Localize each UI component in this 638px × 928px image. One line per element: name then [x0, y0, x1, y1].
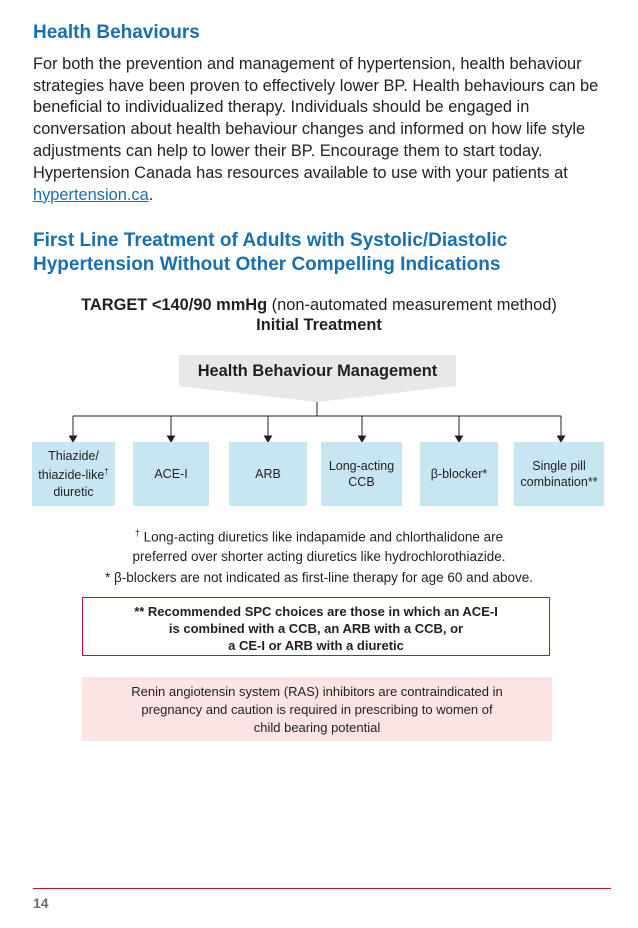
resources-paragraph: [33, 163, 618, 206]
ras-line1: Renin angiotensin system (RAS) inhibitors are contraindicated in: [131, 684, 503, 699]
treatment-box-ccb: [321, 442, 402, 506]
treatment-box-thiazide: [32, 442, 115, 506]
footer-rule: [33, 888, 611, 889]
resources-text: Hypertension Canada has resources available to use with your patients at: [33, 164, 568, 182]
section-heading-first-line: [33, 229, 507, 277]
ras-warning-box: [82, 677, 552, 741]
thiazide-line3: diuretic: [53, 484, 94, 499]
single-pill-line1: Single pill: [532, 459, 586, 473]
dagger-note-line1: Long-acting diuretics like indapamide and chlorthalidone are: [143, 529, 504, 545]
management-label: Health Behaviour Management: [197, 362, 438, 380]
health-behaviours-paragraph: For both the prevention and management of hypertension, health behaviour strategies have been proven to effectively lower BP. Health behaviours can be beneficial to individualized therapy. Individuals should be engaged in conversation about health behaviour changes and informed on how life style adjustments can help to lower their BP. Encourage them to start today.: [33, 55, 599, 160]
target-value: TARGET <140/90 mmHg: [81, 296, 268, 314]
treatment-box-arb: [229, 442, 307, 506]
dagger-sup: †: [104, 467, 109, 477]
initial-treatment-label: Initial Treatment: [256, 316, 382, 334]
ras-line2: pregnancy and caution is required in prescribing to women of: [141, 702, 493, 717]
thiazide-line2: thiazide-like: [38, 468, 105, 483]
target-method: (non-automated measurement method): [267, 296, 557, 314]
ccb-line1: Long-acting: [328, 459, 395, 473]
single-pill-line2: combination**: [520, 475, 598, 489]
arb-label: ARB: [255, 467, 281, 481]
treatment-box-ace-i: [133, 442, 209, 506]
dagger-note: [0, 524, 638, 566]
spc-line1: ** Recommended SPC choices are those in which an ACE-I: [134, 604, 498, 619]
spc-line2: is combined with a CCB, an ARB with a CCB, or: [168, 621, 464, 636]
ace-i-label: ACE-I: [154, 467, 188, 481]
first-line-heading-line1: First Line Treatment of Adults with Systolic/Diastolic: [33, 230, 508, 251]
resources-end: .: [148, 185, 154, 204]
treatment-box-beta-blocker: [420, 442, 498, 506]
ccb-line2: CCB: [348, 475, 375, 489]
dagger-note-symbol: †: [134, 528, 140, 538]
page-number: 14: [33, 895, 49, 911]
dagger-note-line2: preferred over shorter acting diuretics like hydrochlorothiazide.: [132, 548, 506, 564]
ras-line3: child bearing potential: [253, 720, 381, 735]
beta-blocker-note: * β-blockers are not indicated as first-line therapy for age 60 and above.: [104, 570, 533, 585]
spc-recommendation-box: [82, 597, 550, 656]
spc-line3: a CE-I or ARB with a diuretic: [228, 638, 404, 653]
hypertension-link[interactable]: hypertension.ca: [33, 185, 149, 204]
connector-arrows: [70, 416, 565, 442]
first-line-heading-line2: Hypertension Without Other Compelling Indications: [33, 254, 501, 275]
treatment-box-single-pill: [514, 442, 604, 506]
section-heading-health-behaviours: Health Behaviours: [33, 22, 200, 43]
beta-blocker-label: β-blocker*: [430, 467, 488, 481]
thiazide-line1: Thiazide/: [48, 449, 99, 464]
target-line: [0, 295, 638, 316]
